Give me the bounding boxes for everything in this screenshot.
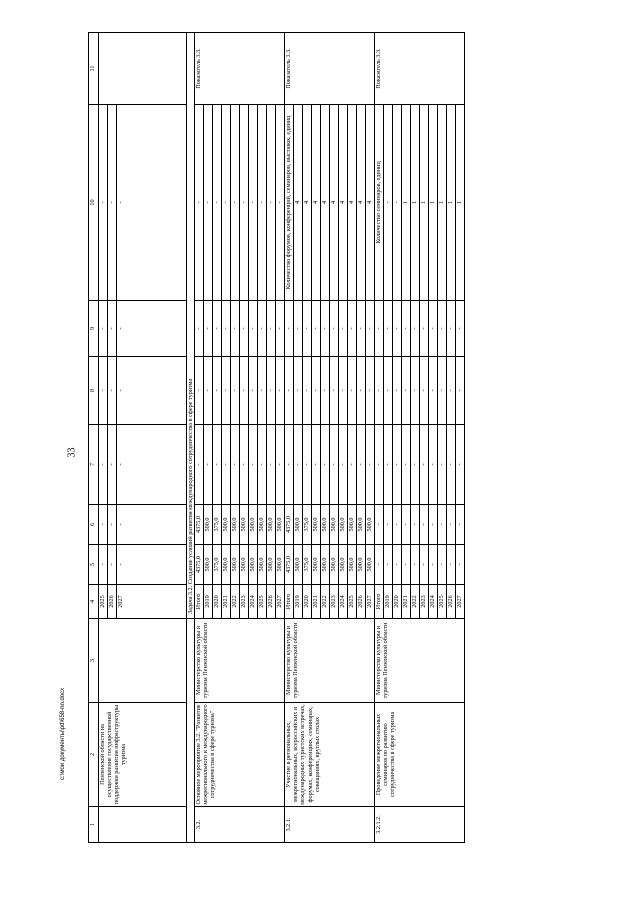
value-cell: - bbox=[303, 301, 312, 357]
value-cell: - bbox=[294, 425, 303, 505]
value-cell: - bbox=[420, 357, 429, 425]
indicator-value: - bbox=[267, 105, 276, 301]
value-cell: 500,0 bbox=[357, 545, 366, 585]
value-cell: - bbox=[108, 105, 117, 301]
value-cell: - bbox=[447, 545, 456, 585]
value-cell: 500,0 bbox=[312, 505, 321, 545]
value-cell: 500,0 bbox=[321, 505, 330, 545]
value-cell: 2021 bbox=[312, 585, 321, 619]
value-cell: - bbox=[99, 357, 108, 425]
indicator-value: 4 bbox=[339, 105, 348, 301]
value-cell: 2026 bbox=[108, 585, 117, 619]
value-cell: - bbox=[108, 505, 117, 545]
value-cell: - bbox=[384, 545, 393, 585]
value-cell: 375,0 bbox=[213, 545, 222, 585]
value-cell: - bbox=[108, 357, 117, 425]
value-cell: - bbox=[117, 505, 187, 545]
indicator-value: - bbox=[384, 105, 393, 301]
value-cell: - bbox=[429, 357, 438, 425]
value-cell: 2027 bbox=[276, 585, 285, 619]
value-cell: - bbox=[456, 357, 465, 425]
indicator-value: - bbox=[249, 105, 258, 301]
value-cell: - bbox=[99, 425, 108, 505]
value-cell: 375,0 bbox=[213, 505, 222, 545]
value-cell: 500,0 bbox=[204, 545, 213, 585]
indicator-name: Количество семинаров, единиц bbox=[375, 105, 384, 301]
value-cell: 2027 bbox=[456, 585, 465, 619]
value-cell: - bbox=[108, 545, 117, 585]
value-cell: - bbox=[204, 301, 213, 357]
measure-name: Проведение межрегиональных семинаров по развитию сотрудничества в сфере туризма bbox=[375, 703, 465, 807]
value-cell: 2023 bbox=[330, 585, 339, 619]
indicator-value: 1 bbox=[456, 105, 465, 301]
value-cell: - bbox=[294, 301, 303, 357]
column-header: 2 bbox=[89, 703, 99, 807]
value-cell: - bbox=[402, 425, 411, 505]
value-cell: 500,0 bbox=[240, 545, 249, 585]
value-cell: 500,0 bbox=[231, 505, 240, 545]
value-cell: - bbox=[99, 301, 108, 357]
value-cell: - bbox=[285, 301, 294, 357]
column-header: 9 bbox=[89, 301, 99, 357]
value-cell: 500,0 bbox=[339, 505, 348, 545]
value-cell: Итого bbox=[285, 585, 294, 619]
value-cell: - bbox=[402, 357, 411, 425]
value-cell: 2020 bbox=[213, 585, 222, 619]
value-cell: - bbox=[411, 545, 420, 585]
value-cell: - bbox=[456, 425, 465, 505]
value-cell: 2025 bbox=[438, 585, 447, 619]
value-cell: 2019 bbox=[204, 585, 213, 619]
value-cell: - bbox=[366, 357, 375, 425]
value-cell: - bbox=[330, 357, 339, 425]
value-cell: - bbox=[303, 357, 312, 425]
value-cell: - bbox=[240, 301, 249, 357]
value-cell: - bbox=[447, 357, 456, 425]
value-cell: - bbox=[393, 505, 402, 545]
indicator-value: 1 bbox=[447, 105, 456, 301]
value-cell: - bbox=[393, 301, 402, 357]
value-cell: - bbox=[321, 301, 330, 357]
value-cell: 500,0 bbox=[258, 505, 267, 545]
value-cell: - bbox=[285, 425, 294, 505]
value-cell: - bbox=[375, 545, 384, 585]
value-cell: - bbox=[447, 425, 456, 505]
value-cell: - bbox=[402, 505, 411, 545]
value-cell: - bbox=[312, 301, 321, 357]
value-cell: - bbox=[393, 425, 402, 505]
value-cell: 500,0 bbox=[249, 505, 258, 545]
value-cell: - bbox=[321, 425, 330, 505]
column-header: 6 bbox=[89, 505, 99, 545]
value-cell: 500,0 bbox=[330, 505, 339, 545]
column-header: 11 bbox=[89, 33, 99, 105]
value-cell: - bbox=[420, 425, 429, 505]
value-cell: - bbox=[222, 425, 231, 505]
indicator-value: 1 bbox=[402, 105, 411, 301]
indicator-value: 1 bbox=[429, 105, 438, 301]
value-cell: - bbox=[339, 425, 348, 505]
value-cell: 2019 bbox=[294, 585, 303, 619]
indicator-value: 4 bbox=[348, 105, 357, 301]
value-cell: 500,0 bbox=[312, 545, 321, 585]
value-cell: - bbox=[384, 505, 393, 545]
value-cell: - bbox=[384, 357, 393, 425]
value-cell: 2022 bbox=[231, 585, 240, 619]
value-cell: - bbox=[366, 425, 375, 505]
indicator-value: - bbox=[213, 105, 222, 301]
value-cell: 500,0 bbox=[204, 505, 213, 545]
row-number: 3.2.1.2. bbox=[375, 807, 465, 843]
column-header: 8 bbox=[89, 357, 99, 425]
indicator-value: 1 bbox=[420, 105, 429, 301]
page-number: 33 bbox=[66, 447, 78, 458]
value-cell: - bbox=[456, 505, 465, 545]
indicator-value: - bbox=[222, 105, 231, 301]
table-row bbox=[375, 33, 384, 843]
value-cell: - bbox=[321, 357, 330, 425]
value-cell: - bbox=[195, 425, 204, 505]
measure-name: Участие в региональных, межрегиональных, всероссийских и международных туристских встречах, форумах, конференциях, семинарах, совещаниях, круглых столах bbox=[285, 703, 375, 807]
value-cell: 500,0 bbox=[348, 505, 357, 545]
value-cell: - bbox=[420, 301, 429, 357]
value-cell: 2025 bbox=[99, 585, 108, 619]
value-cell: - bbox=[456, 301, 465, 357]
row-number bbox=[99, 807, 187, 843]
footer-path: c:\мои документы\pd\658-nn.docx bbox=[60, 687, 66, 780]
value-cell: 2025 bbox=[258, 585, 267, 619]
indicator-value: 4 bbox=[330, 105, 339, 301]
value-cell: - bbox=[402, 301, 411, 357]
value-cell: - bbox=[213, 425, 222, 505]
indicator-value: 4 bbox=[357, 105, 366, 301]
value-cell: Итого bbox=[195, 585, 204, 619]
value-cell: - bbox=[375, 357, 384, 425]
measure-name: Основное мероприятие 3.2. "Развитие межрегионального и международного сотрудничества в сфере туризма" bbox=[195, 703, 285, 807]
column-header: 5 bbox=[89, 545, 99, 585]
value-cell: - bbox=[222, 301, 231, 357]
value-cell: - bbox=[204, 357, 213, 425]
value-cell: 2022 bbox=[411, 585, 420, 619]
value-cell: 500,0 bbox=[222, 505, 231, 545]
value-cell: - bbox=[222, 357, 231, 425]
value-cell: 4375,0 bbox=[195, 505, 204, 545]
value-cell: - bbox=[312, 357, 321, 425]
indicator-value: 4 bbox=[303, 105, 312, 301]
value-cell: 2024 bbox=[339, 585, 348, 619]
value-cell: - bbox=[375, 505, 384, 545]
value-cell: - bbox=[99, 505, 108, 545]
indicator-value: 4 bbox=[312, 105, 321, 301]
indicator-value: 4 bbox=[294, 105, 303, 301]
column-header: 1 bbox=[89, 807, 99, 843]
table-body bbox=[99, 33, 465, 843]
indicator-value: 4 bbox=[321, 105, 330, 301]
value-cell: - bbox=[429, 505, 438, 545]
value-cell: - bbox=[108, 425, 117, 505]
value-cell: 2020 bbox=[393, 585, 402, 619]
value-cell: - bbox=[429, 301, 438, 357]
value-cell: - bbox=[213, 357, 222, 425]
value-cell: 2026 bbox=[267, 585, 276, 619]
value-cell: - bbox=[276, 425, 285, 505]
value-cell: - bbox=[420, 505, 429, 545]
value-cell: 500,0 bbox=[276, 545, 285, 585]
value-cell: 2025 bbox=[348, 585, 357, 619]
value-cell: - bbox=[231, 301, 240, 357]
value-cell: 500,0 bbox=[249, 545, 258, 585]
value-cell: - bbox=[339, 357, 348, 425]
value-cell: - bbox=[108, 301, 117, 357]
row-number: 3.2. bbox=[195, 807, 285, 843]
executor: Министерство культуры и туризма Пензенской области bbox=[195, 619, 285, 703]
value-cell: - bbox=[447, 301, 456, 357]
value-cell: 2027 bbox=[366, 585, 375, 619]
value-cell: - bbox=[411, 505, 420, 545]
value-cell: 2024 bbox=[249, 585, 258, 619]
column-header: 7 bbox=[89, 425, 99, 505]
value-cell: - bbox=[411, 357, 420, 425]
value-cell: 2020 bbox=[303, 585, 312, 619]
value-cell: - bbox=[117, 545, 187, 585]
indicator-link: Показатель 3.3. bbox=[285, 33, 375, 105]
task-row bbox=[187, 33, 195, 843]
value-cell: 500,0 bbox=[357, 505, 366, 545]
value-cell: - bbox=[339, 301, 348, 357]
value-cell: 2026 bbox=[357, 585, 366, 619]
indicator-value: 1 bbox=[411, 105, 420, 301]
indicator-value: - bbox=[258, 105, 267, 301]
value-cell: 2024 bbox=[429, 585, 438, 619]
indicator-link bbox=[99, 33, 187, 105]
value-cell: 2021 bbox=[222, 585, 231, 619]
value-cell: - bbox=[375, 425, 384, 505]
value-cell: - bbox=[411, 301, 420, 357]
value-cell: 500,0 bbox=[339, 545, 348, 585]
value-cell: 2021 bbox=[402, 585, 411, 619]
value-cell: - bbox=[420, 545, 429, 585]
value-cell: - bbox=[231, 357, 240, 425]
value-cell: 2023 bbox=[420, 585, 429, 619]
rotated-table-wrapper bbox=[88, 33, 468, 843]
value-cell: - bbox=[276, 301, 285, 357]
value-cell: - bbox=[117, 301, 187, 357]
column-header: 4 bbox=[89, 585, 99, 619]
indicator-value: - bbox=[393, 105, 402, 301]
table-row bbox=[99, 33, 108, 843]
value-cell: 500,0 bbox=[294, 505, 303, 545]
value-cell: - bbox=[276, 357, 285, 425]
value-cell: 500,0 bbox=[366, 545, 375, 585]
value-cell: - bbox=[117, 105, 187, 301]
value-cell: - bbox=[384, 425, 393, 505]
value-cell: - bbox=[330, 425, 339, 505]
value-cell: - bbox=[375, 301, 384, 357]
value-cell: - bbox=[294, 357, 303, 425]
value-cell: - bbox=[393, 545, 402, 585]
measure-name: Пензенской области на осуществление государственной поддержки развития инфраструктуры туризма bbox=[99, 703, 187, 807]
value-cell: 2026 bbox=[447, 585, 456, 619]
indicator-value: - bbox=[276, 105, 285, 301]
indicator-value: - bbox=[195, 105, 204, 301]
value-cell: 500,0 bbox=[348, 545, 357, 585]
value-cell: - bbox=[213, 301, 222, 357]
value-cell: 500,0 bbox=[276, 505, 285, 545]
value-cell: - bbox=[438, 505, 447, 545]
value-cell: - bbox=[240, 425, 249, 505]
value-cell: 2023 bbox=[240, 585, 249, 619]
value-cell: - bbox=[195, 301, 204, 357]
value-cell: - bbox=[393, 357, 402, 425]
value-cell: - bbox=[348, 425, 357, 505]
row-number: 3.2.1. bbox=[285, 807, 375, 843]
indicator-value: 4 bbox=[366, 105, 375, 301]
indicator-value: - bbox=[204, 105, 213, 301]
indicator-value: - bbox=[231, 105, 240, 301]
value-cell: - bbox=[99, 105, 108, 301]
program-table bbox=[88, 32, 465, 843]
value-cell: 500,0 bbox=[321, 545, 330, 585]
value-cell: - bbox=[438, 301, 447, 357]
value-cell: 375,0 bbox=[303, 545, 312, 585]
value-cell: 4375,0 bbox=[195, 545, 204, 585]
value-cell: - bbox=[258, 425, 267, 505]
value-cell: - bbox=[249, 425, 258, 505]
indicator-value: 1 bbox=[438, 105, 447, 301]
value-cell: - bbox=[348, 301, 357, 357]
task-spacer bbox=[187, 619, 195, 843]
value-cell: - bbox=[240, 357, 249, 425]
value-cell: 500,0 bbox=[231, 545, 240, 585]
column-header: 3 bbox=[89, 619, 99, 703]
value-cell: - bbox=[357, 357, 366, 425]
column-header: 10 bbox=[89, 105, 99, 301]
value-cell: 500,0 bbox=[267, 545, 276, 585]
value-cell: - bbox=[348, 357, 357, 425]
value-cell: 2022 bbox=[321, 585, 330, 619]
value-cell: - bbox=[117, 357, 187, 425]
indicator-link: Показатель 3.3. bbox=[195, 33, 285, 105]
value-cell: - bbox=[429, 425, 438, 505]
value-cell: 500,0 bbox=[330, 545, 339, 585]
table-row bbox=[285, 33, 294, 843]
value-cell: - bbox=[357, 301, 366, 357]
value-cell: - bbox=[267, 357, 276, 425]
value-cell: 2019 bbox=[384, 585, 393, 619]
value-cell: - bbox=[438, 357, 447, 425]
value-cell: - bbox=[204, 425, 213, 505]
value-cell: - bbox=[303, 425, 312, 505]
executor: Министерство культуры и туризма Пензенской области bbox=[375, 619, 465, 703]
value-cell: 2027 bbox=[117, 585, 187, 619]
value-cell: - bbox=[249, 301, 258, 357]
value-cell: 4375,0 bbox=[285, 505, 294, 545]
value-cell: - bbox=[258, 357, 267, 425]
value-cell: - bbox=[249, 357, 258, 425]
value-cell: 4375,0 bbox=[285, 545, 294, 585]
value-cell: - bbox=[447, 505, 456, 545]
value-cell: - bbox=[117, 425, 187, 505]
value-cell: - bbox=[429, 545, 438, 585]
executor bbox=[99, 619, 187, 703]
value-cell: 500,0 bbox=[267, 505, 276, 545]
task-title: Задача 3.2. Создание условий развития международного сотрудничества в сфере туризма bbox=[187, 33, 195, 619]
indicator-link: Показатель 3.3. bbox=[375, 33, 465, 105]
header-row bbox=[89, 33, 99, 843]
value-cell: - bbox=[330, 301, 339, 357]
value-cell: - bbox=[99, 545, 108, 585]
value-cell: 500,0 bbox=[258, 545, 267, 585]
value-cell: - bbox=[267, 425, 276, 505]
value-cell: - bbox=[258, 301, 267, 357]
value-cell: - bbox=[231, 425, 240, 505]
indicator-value: - bbox=[240, 105, 249, 301]
value-cell: - bbox=[285, 357, 294, 425]
value-cell: - bbox=[438, 545, 447, 585]
value-cell: - bbox=[195, 357, 204, 425]
value-cell: - bbox=[456, 545, 465, 585]
value-cell: - bbox=[402, 545, 411, 585]
value-cell: - bbox=[384, 301, 393, 357]
value-cell: - bbox=[411, 425, 420, 505]
value-cell: 500,0 bbox=[240, 505, 249, 545]
value-cell: 375,0 bbox=[303, 505, 312, 545]
value-cell: 500,0 bbox=[222, 545, 231, 585]
value-cell: 500,0 bbox=[294, 545, 303, 585]
value-cell: - bbox=[366, 301, 375, 357]
value-cell: Итого bbox=[375, 585, 384, 619]
indicator-name: Количество форумов, конференций, семинаров, выставок, единиц bbox=[285, 105, 294, 301]
executor: Министерство культуры и туризма Пензенской области bbox=[285, 619, 375, 703]
value-cell: - bbox=[438, 425, 447, 505]
table-row bbox=[195, 33, 204, 843]
value-cell: 500,0 bbox=[366, 505, 375, 545]
value-cell: - bbox=[357, 425, 366, 505]
value-cell: - bbox=[267, 301, 276, 357]
value-cell: - bbox=[312, 425, 321, 505]
